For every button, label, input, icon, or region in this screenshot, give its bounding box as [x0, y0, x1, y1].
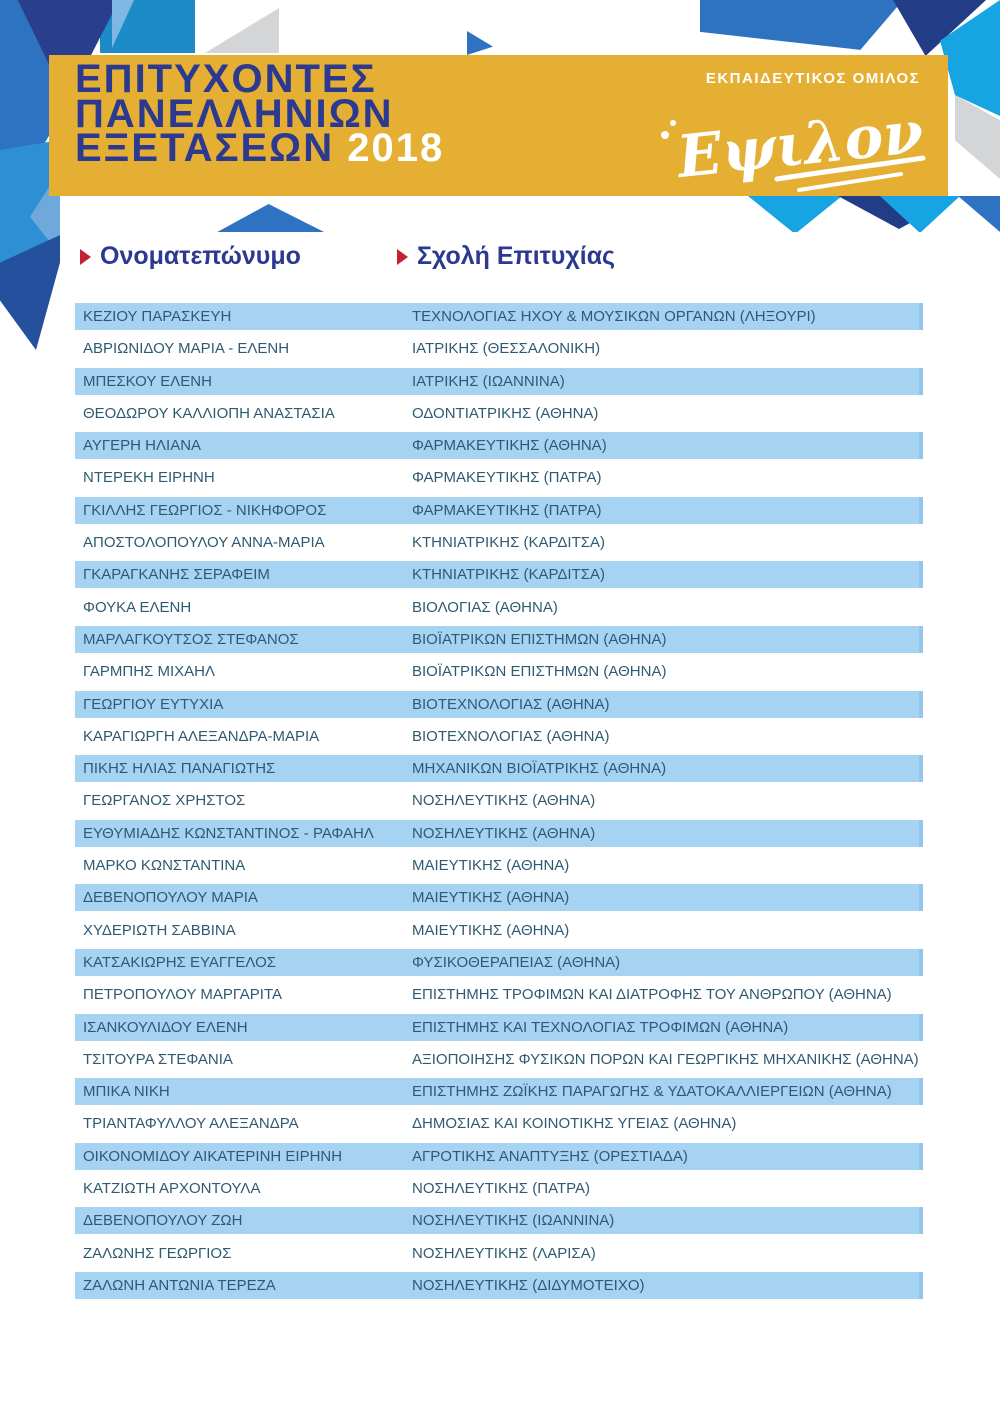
name-cell: ΔΕΒΕΝΟΠΟΥΛΟΥ ΜΑΡΙΑ [83, 889, 258, 907]
table-row [75, 884, 923, 911]
table-row [75, 626, 923, 653]
school-cell: ΑΓΡΟΤΙΚΗΣ ΑΝΑΠΤΥΞΗΣ (ΟΡΕΣΤΙΑΔΑ) [412, 1147, 688, 1165]
bullet-arrow-icon [80, 249, 91, 265]
table-row [75, 400, 923, 427]
table-row [75, 723, 923, 750]
name-cell: ΔΕΒΕΝΟΠΟΥΛΟΥ ΖΩΗ [83, 1212, 243, 1230]
name-cell: ΠΙΚΗΣ ΗΛΙΑΣ ΠΑΝΑΓΙΩΤΗΣ [83, 760, 276, 778]
name-cell: ΖΑΛΩΝΗ ΑΝΤΩΝΙΑ ΤΕΡΕΖΑ [83, 1276, 276, 1294]
school-cell: ΒΙΟΛΟΓΙΑΣ (ΑΘΗΝΑ) [412, 598, 558, 616]
table-row [75, 1078, 923, 1105]
table-row [75, 529, 923, 556]
name-cell: ΜΑΡΚΟ ΚΩΝΣΤΑΝΤΙΝΑ [83, 857, 246, 875]
title-year: 2018 [347, 126, 445, 170]
bullet-arrow-icon [397, 249, 408, 265]
table-row [75, 335, 923, 362]
table-row [75, 368, 923, 395]
name-cell: ΑΒΡΙΩΝΙΔΟΥ ΜΑΡΙΑ - ΕΛΕΝΗ [83, 340, 290, 358]
table-row [75, 1175, 923, 1202]
column-header-label: Ονοματεπώνυμο [100, 242, 301, 270]
table-row [75, 981, 923, 1008]
table-row [75, 464, 923, 491]
column-header-label: Σχολή Επιτυχίας [417, 242, 616, 270]
decor-polygon [700, 0, 903, 58]
name-cell: ΤΣΙΤΟΥΡΑ ΣΤΕΦΑΝΙΑ [83, 1050, 233, 1068]
school-cell: ΝΟΣΗΛΕΥΤΙΚΗΣ (ΠΑΤΡΑ) [412, 1180, 591, 1198]
table-row [75, 1272, 923, 1299]
name-cell: ΜΠΙΚΑ ΝΙΚΗ [83, 1083, 170, 1101]
name-cell: ΓΑΡΜΠΗΣ ΜΙΧΑΗΛ [83, 663, 216, 681]
table-row [75, 852, 923, 879]
school-cell: ΤΕΧΝΟΛΟΓΙΑΣ ΗΧΟΥ & ΜΟΥΣΙΚΩΝ ΟΡΓΑΝΩΝ (ΛΗΞΟΥΡΙ) [412, 308, 816, 325]
school-cell: ΚΤΗΝΙΑΤΡΙΚΗΣ (ΚΑΡΔΙΤΣΑ) [412, 534, 606, 552]
school-cell: ΝΟΣΗΛΕΥΤΙΚΗΣ (ΛΑΡΙΣΑ) [412, 1244, 596, 1262]
school-cell: ΕΠΙΣΤΗΜΗΣ ΖΩΪΚΗΣ ΠΑΡΑΓΩΓΗΣ & ΥΔΑΤΟΚΑΛΛΙΕΡΓΕΙΩΝ (ΑΘΗΝΑ) [412, 1083, 892, 1101]
school-cell: ΝΟΣΗΛΕΥΤΙΚΗΣ (ΔΙΔΥΜΟΤΕΙΧΟ) [412, 1276, 645, 1294]
school-cell: ΝΟΣΗΛΕΥΤΙΚΗΣ (ΑΘΗΝΑ) [412, 792, 596, 810]
school-cell: ΦΑΡΜΑΚΕΥΤΙΚΗΣ (ΑΘΗΝΑ) [412, 437, 607, 455]
table-row [75, 1240, 923, 1267]
table-row [75, 432, 923, 459]
name-cell: ΦΟΥΚΑ ΕΛΕΝΗ [83, 598, 192, 616]
name-cell: ΧΥΔΕΡΙΩΤΗ ΣΑΒΒΙΝΑ [83, 921, 236, 939]
table-row [75, 658, 923, 685]
content-card [63, 232, 1000, 1414]
school-cell: ΔΗΜΟΣΙΑΣ ΚΑΙ ΚΟΙΝΟΤΙΚΗΣ ΥΓΕΙΑΣ (ΑΘΗΝΑ) [412, 1115, 737, 1133]
school-cell: ΝΟΣΗΛΕΥΤΙΚΗΣ (ΙΩΑΝΝΙΝΑ) [412, 1212, 615, 1230]
title-line-2: ΠΑΝΕΛΛΗΝΙΩΝ [75, 91, 394, 136]
school-cell: ΦΑΡΜΑΚΕΥΤΙΚΗΣ (ΠΑΤΡΑ) [412, 501, 602, 519]
name-cell: ΜΑΡΛΑΓΚΟΥΤΣΟΣ ΣΤΕΦΑΝΟΣ [83, 630, 299, 648]
school-cell: ΙΑΤΡΙΚΗΣ (ΙΩΑΝΝΙΝΑ) [412, 372, 565, 390]
name-cell: ΚΑΡΑΓΙΩΡΓΗ ΑΛΕΞΑΝΔΡΑ-ΜΑΡΙΑ [83, 727, 320, 745]
name-cell: ΓΕΩΡΓΙΟΥ ΕΥΤΥΧΙΑ [83, 695, 224, 713]
table-row [75, 594, 923, 621]
decor-polygon [748, 196, 842, 234]
school-cell: ΜΑΙΕΥΤΙΚΗΣ (ΑΘΗΝΑ) [412, 857, 570, 875]
name-cell: ΓΚΙΛΛΗΣ ΓΕΩΡΓΙΟΣ - ΝΙΚΗΦΟΡΟΣ [83, 501, 327, 519]
school-cell: ΚΤΗΝΙΑΤΡΙΚΗΣ (ΚΑΡΔΙΤΣΑ) [412, 566, 606, 584]
name-cell: ΚΕΖΙΟΥ ΠΑΡΑΣΚΕΥΗ [83, 308, 232, 325]
table-row [75, 1110, 923, 1137]
table-row [75, 949, 923, 976]
table-row [75, 1046, 923, 1073]
table-row [75, 303, 923, 330]
school-cell: ΟΔΟΝΤΙΑΤΡΙΚΗΣ (ΑΘΗΝΑ) [412, 404, 599, 422]
name-cell: ΚΑΤΣΑΚΙΩΡΗΣ ΕΥΑΓΓΕΛΟΣ [83, 953, 277, 971]
table-row [75, 1207, 923, 1234]
name-cell: ΜΠΕΣΚΟΥ ΕΛΕΝΗ [83, 372, 212, 390]
name-cell: ΑΠΟΣΤΟΛΟΠΟΥΛΟΥ ΑΝΝΑ-ΜΑΡΙΑ [83, 534, 325, 552]
name-cell: ΖΑΛΩΝΗΣ ΓΕΩΡΓΙΟΣ [83, 1244, 232, 1262]
org-logo-text: Εψιλον [674, 97, 927, 192]
table-row [75, 820, 923, 847]
title-line-3: ΕΞΕΤΑΣΕΩΝ 2018 [75, 126, 445, 170]
name-cell: ΝΤΕΡΕΚΗ ΕΙΡΗΝΗ [83, 469, 215, 487]
school-cell: ΕΠΙΣΤΗΜΗΣ ΤΡΟΦΙΜΩΝ ΚΑΙ ΔΙΑΤΡΟΦΗΣ ΤΟΥ ΑΝΘΡΩΠΟΥ (ΑΘΗΝΑ) [412, 986, 892, 1004]
org-label: ΕΚΠΑΙΔΕΥΤΙΚΟΣ ΟΜΙΛΟΣ [705, 70, 921, 87]
table-row [75, 691, 923, 718]
school-cell: ΜΑΙΕΥΤΙΚΗΣ (ΑΘΗΝΑ) [412, 889, 570, 907]
name-cell: ΠΕΤΡΟΠΟΥΛΟΥ ΜΑΡΓΑΡΙΤΑ [83, 986, 282, 1004]
school-cell: ΕΠΙΣΤΗΜΗΣ ΚΑΙ ΤΕΧΝΟΛΟΓΙΑΣ ΤΡΟΦΙΜΩΝ (ΑΘΗΝΑ) [412, 1018, 789, 1036]
table-row [75, 1143, 923, 1170]
school-cell: ΦΑΡΜΑΚΕΥΤΙΚΗΣ (ΠΑΤΡΑ) [412, 469, 602, 487]
name-cell: ΘΕΟΔΩΡΟΥ ΚΑΛΛΙΟΠΗ ΑΝΑΣΤΑΣΙΑ [83, 404, 335, 422]
school-cell: ΒΙΟΤΕΧΝΟΛΟΓΙΑΣ (ΑΘΗΝΑ) [412, 727, 610, 745]
table-row [75, 497, 923, 524]
decor-polygon [467, 31, 493, 55]
school-cell: ΑΞΙΟΠΟΙΗΣΗΣ ΦΥΣΙΚΩΝ ΠΟΡΩΝ ΚΑΙ ΓΕΩΡΓΙΚΗΣ ΜΗΧΑΝΙΚΗΣ (ΑΘΗΝΑ) [412, 1050, 919, 1068]
epsilon-logo-icon [649, 85, 939, 200]
school-cell: ΙΑΤΡΙΚΗΣ (ΘΕΣΣΑΛΟΝΙΚΗ) [412, 340, 601, 358]
school-cell: ΝΟΣΗΛΕΥΤΙΚΗΣ (ΑΘΗΝΑ) [412, 824, 596, 842]
school-cell: ΜΑΙΕΥΤΙΚΗΣ (ΑΘΗΝΑ) [412, 921, 570, 939]
header-banner [49, 55, 948, 196]
name-cell: ΟΙΚΟΝΟΜΙΔΟΥ ΑΙΚΑΤΕΡΙΝΗ ΕΙΡΗΝΗ [83, 1147, 343, 1165]
name-cell: ΙΣΑΝΚΟΥΛΙΔΟΥ ΕΛΕΝΗ [83, 1018, 248, 1036]
table-row [75, 755, 923, 782]
decor-polygon [205, 8, 279, 53]
name-cell: ΚΑΤΖΙΩΤΗ ΑΡΧΟΝΤΟΥΛΑ [83, 1180, 261, 1198]
column-header-name [80, 242, 301, 271]
table-row [75, 1014, 923, 1041]
name-cell: ΓΚΑΡΑΓΚΑΝΗΣ ΣΕΡΑΦΕΙΜ [83, 566, 270, 584]
poster-title [75, 57, 445, 170]
school-cell: ΜΗΧΑΝΙΚΩΝ ΒΙΟΪΑΤΡΙΚΗΣ (ΑΘΗΝΑ) [412, 760, 667, 778]
results-table [75, 303, 923, 1304]
column-headers [63, 242, 1000, 272]
title-line-1: ΕΠΙΤΥΧΟΝΤΕΣ [75, 57, 377, 101]
name-cell: ΤΡΙΑΝΤΑΦΥΛΛΟΥ ΑΛΕΞΑΝΔΡΑ [83, 1115, 299, 1133]
school-cell: ΒΙΟΤΕΧΝΟΛΟΓΙΑΣ (ΑΘΗΝΑ) [412, 695, 610, 713]
school-cell: ΦΥΣΙΚΟΘΕΡΑΠΕΙΑΣ (ΑΘΗΝΑ) [412, 953, 621, 971]
name-cell: ΓΕΩΡΓΑΝΟΣ ΧΡΗΣΤΟΣ [83, 792, 246, 810]
column-header-school [397, 242, 615, 271]
school-cell: ΒΙΟΪΑΤΡΙΚΩΝ ΕΠΙΣΤΗΜΩΝ (ΑΘΗΝΑ) [412, 663, 667, 681]
table-row [75, 561, 923, 588]
name-cell: ΑΥΓΕΡΗ ΗΛΙΑΝΑ [83, 437, 202, 455]
table-row [75, 787, 923, 814]
table-row [75, 917, 923, 944]
name-cell: ΕΥΘΥΜΙΑΔΗΣ ΚΩΝΣΤΑΝΤΙΝΟΣ - ΡΑΦΑΗΛ [83, 824, 374, 842]
school-cell: ΒΙΟΪΑΤΡΙΚΩΝ ΕΠΙΣΤΗΜΩΝ (ΑΘΗΝΑ) [412, 630, 667, 648]
decor-polygon [958, 196, 1000, 232]
